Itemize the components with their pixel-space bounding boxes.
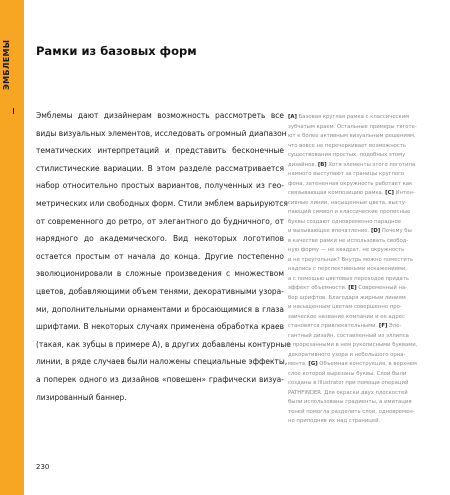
caption-line	[288, 151, 431, 161]
caption-line-text: PATHFINDER. Для окраски двух плоскостей	[288, 389, 408, 396]
caption-text	[288, 113, 431, 427]
caption-line-text: связывающая композицию рамка.	[288, 190, 386, 196]
caption-line-text: дизайнов.	[288, 161, 318, 168]
caption-line	[288, 389, 431, 399]
caption-line	[288, 170, 431, 180]
caption-line	[288, 275, 431, 285]
body-line: нарядного до академического. Вид некоторых логотипов	[36, 234, 284, 244]
caption-line-text: что вовсе не перечеркивает возможность	[288, 142, 407, 149]
caption-line	[288, 199, 431, 209]
caption-line	[288, 237, 431, 247]
caption-line	[288, 332, 431, 342]
caption-line	[288, 123, 431, 133]
caption-line	[288, 142, 431, 152]
body-line: от современного до ретро, от элегантного до будничного, от	[36, 216, 284, 226]
caption-line-text: теней помогла разделить слои, одновремен-	[288, 408, 415, 415]
caption-line	[288, 322, 431, 332]
page-number: 230	[36, 463, 50, 471]
body-line: Эмблемы дают дизайнерам возможность рассмотреть все	[36, 111, 284, 120]
caption-line	[288, 313, 431, 323]
caption-line-text: с прорезанными в нем рукописными буквами,	[288, 342, 418, 348]
caption-line-text: надпись с перспективными искажениями,	[288, 266, 407, 272]
body-line: ми, дополнительными орнаментами и бросающимися в глаза	[36, 304, 284, 314]
caption-line-text: декоративного узора и небольшого орна-	[288, 351, 406, 358]
caption-marker: [G]	[308, 361, 318, 367]
section-tab-rule	[13, 108, 14, 114]
body-line: (такая, как зубцы в примере A), в других добавлены контурные	[36, 339, 291, 349]
caption-line	[288, 398, 431, 408]
caption-line-text: гантный дизайн, составленный из эллипса	[288, 332, 409, 339]
caption-line	[288, 132, 431, 142]
caption-line	[288, 303, 431, 313]
caption-line	[288, 189, 431, 199]
caption-line-text: намного выступают за границы круглого	[288, 171, 405, 177]
body-line: тематических интерпретаций и представить бесконечные	[36, 146, 284, 156]
caption-marker: [C]	[385, 190, 394, 196]
body-line: линии, в ряде случаев были наложены специальные эффекты,	[36, 357, 288, 367]
caption-line	[288, 227, 431, 237]
caption-line	[288, 218, 431, 228]
caption-line-text: пающий символ и классические прописные	[288, 209, 411, 215]
caption-line-text: ную форму — не квадрат, не окружность	[288, 247, 405, 253]
body-line: шрифтами. В некоторых случаях применена обработка краев	[36, 322, 284, 332]
body-line: а поперек одного из дизайнов «повешен» графически визуа-	[36, 374, 284, 384]
caption-line-text: Современный на-	[356, 285, 408, 291]
body-line: метрических или свободных форм. Стили эмблем варьируются	[36, 198, 288, 208]
page-title: Рамки из базовых форм	[36, 44, 197, 58]
caption-line-text: Хотя элементы этого логотипа	[326, 161, 416, 168]
caption-line	[288, 246, 431, 256]
caption-line-text: ют к более активным визуальным решениям,	[288, 133, 416, 139]
caption-line-text: существования простых, подобных этому	[288, 152, 406, 158]
caption-line	[288, 113, 431, 123]
caption-line-text: Объемная конструкция, в верхнем	[317, 361, 417, 367]
caption-line-text: фона, затененная окружность работает как	[288, 180, 413, 187]
caption-line-text: эффект объемности.	[288, 285, 349, 291]
caption-line	[288, 379, 431, 389]
caption-line-text: созданы в Illustrator при помощи операций	[288, 380, 409, 386]
caption-line	[288, 161, 431, 171]
section-tab-label: ЭМБЛЕМЫ	[2, 39, 11, 91]
caption-line	[288, 256, 431, 266]
caption-line-text: слое которой вырезаны буквы. Слои были	[288, 370, 407, 377]
caption-line	[288, 351, 431, 361]
caption-line	[288, 417, 431, 427]
body-text	[36, 107, 291, 406]
caption-line-text: зубчатым краем. Остальные примеры тяготе-	[288, 123, 417, 130]
caption-line	[288, 284, 431, 294]
caption-line-text: были использованы градиенты, а имитация	[288, 399, 412, 405]
body-line: остается простым от начала до конца. Другие постепенно	[36, 251, 284, 261]
caption-line-text: бор шрифтов. Благодаря жирным линиям	[288, 294, 406, 301]
caption-marker: [A]	[288, 114, 297, 120]
caption-line	[288, 408, 431, 418]
caption-line-text: и не треугольник? Внутрь можно поместить	[288, 256, 413, 263]
caption-line	[288, 294, 431, 304]
body-line: цветов, добавляющими объем тенями, декоративными узора-	[36, 286, 284, 296]
caption-line-text: и вызывающее впечатление.	[288, 228, 371, 234]
caption-line	[288, 265, 431, 275]
caption-line	[288, 341, 431, 351]
caption-marker: [D]	[370, 228, 381, 234]
body-line: виды визуальных элементов, исследовать огромный диапазон	[36, 128, 287, 138]
caption-line-text: сивные линии, насыщенные цвета, высту-	[288, 199, 407, 206]
section-tab	[0, 0, 24, 495]
caption-line	[288, 360, 431, 370]
caption-line-text: а с помощью цветовых переходов придать	[288, 275, 409, 282]
caption-line	[288, 208, 431, 218]
caption-line-text: и насыщенным цветам совершенно про-	[288, 304, 402, 310]
caption-line	[288, 370, 431, 380]
caption-line	[288, 180, 431, 190]
caption-line-text: заическое название компании и ее адрес	[288, 313, 405, 320]
caption-line-text: мента.	[288, 361, 309, 367]
body-line: лизированный баннер.	[36, 392, 127, 402]
caption-line-text: становятся привлекательными.	[288, 323, 379, 329]
caption-line-text: Базовая круглая рамка с классическим	[296, 114, 410, 120]
body-line: набор относительно простых вариантов, полученных из гео-	[36, 181, 284, 191]
body-line: стилистические вариации. В этом разделе рассматривается	[36, 163, 284, 173]
caption-marker: [E]	[348, 285, 357, 291]
caption-line-text: но приподняв их над страницей.	[288, 418, 381, 424]
caption-marker: [F]	[378, 323, 388, 329]
caption-line-text: Почему бы	[380, 228, 412, 234]
caption-line-text: Эле-	[387, 323, 402, 329]
body-line: эволюционировали в сложные произведения с множеством	[36, 269, 284, 279]
caption-line-text: Интен-	[393, 190, 415, 196]
caption-marker: [B]	[317, 161, 327, 168]
caption-line-text: в качестве рамки не использовать свобод-	[288, 237, 409, 244]
caption-line-text: буквы создают одновременно парадное	[288, 218, 402, 225]
